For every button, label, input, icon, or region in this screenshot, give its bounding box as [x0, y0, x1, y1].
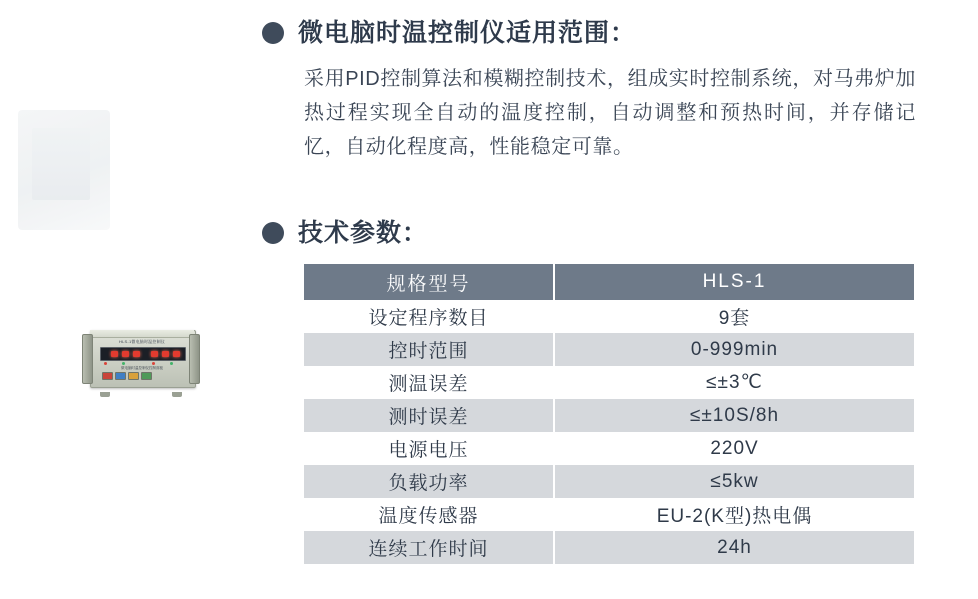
product-image-area	[0, 0, 270, 599]
spec-value: ≤5kw	[554, 465, 914, 498]
device-button	[128, 372, 139, 380]
bullet-dot-icon	[262, 222, 284, 244]
display-digit	[133, 351, 140, 357]
scope-body-text: 采用PID控制算法和模糊控制技术，组成实时控制系统，对马弗炉加热过程实现全自动的温度控制，自动调整和预热时间，并存储记忆，自动化程度高，性能稳定可靠。	[304, 68, 916, 158]
device-left-handle	[82, 334, 93, 384]
device-foot	[100, 392, 110, 397]
specs-heading-row	[262, 218, 962, 248]
indicator-lamp	[152, 362, 155, 365]
display-digit	[122, 351, 129, 357]
spec-name: 负载功率	[304, 465, 554, 498]
spec-value: ≤±10S/8h	[554, 399, 914, 432]
table-row	[304, 432, 914, 465]
spec-name: 温度传感器	[304, 498, 554, 531]
section-scope	[262, 18, 962, 164]
spec-value: ≤±3℃	[554, 366, 914, 399]
section-specs	[262, 218, 962, 564]
spec-value: 9套	[554, 300, 914, 333]
table-row	[304, 366, 914, 399]
spec-value: 24h	[554, 531, 914, 564]
spec-name: 测时误差	[304, 399, 554, 432]
spec-name: 控时范围	[304, 333, 554, 366]
spec-value: 220V	[554, 432, 914, 465]
device-button	[115, 372, 126, 380]
table-row	[304, 498, 914, 531]
device-button	[141, 372, 152, 380]
device-top-strip	[90, 330, 194, 338]
indicator-lamp	[122, 362, 125, 365]
table-header-cell-value: HLS-1	[554, 264, 914, 300]
bullet-dot-icon	[262, 22, 284, 44]
indicator-lamp	[170, 362, 173, 365]
spec-name: 连续工作时间	[304, 531, 554, 564]
display-digit	[151, 351, 158, 357]
device-foot	[172, 392, 182, 397]
spec-name: 电源电压	[304, 432, 554, 465]
display-digit	[111, 351, 118, 357]
controller-device-illustration	[82, 330, 200, 392]
background-shape	[18, 110, 110, 230]
table-row	[304, 399, 914, 432]
table-row	[304, 300, 914, 333]
scope-heading: 微电脑时温控制仪适用范围：	[298, 19, 637, 47]
content-column	[262, 0, 978, 599]
device-button-row	[102, 372, 182, 379]
spec-value: 0-999min	[554, 333, 914, 366]
scope-heading-row	[262, 18, 962, 48]
device-right-handle	[189, 334, 200, 384]
device-button	[102, 372, 113, 380]
spec-value: EU-2(K型)热电偶	[554, 498, 914, 531]
table-header-row	[304, 264, 914, 300]
table-header-cell-name: 规格型号	[304, 264, 554, 300]
device-brand-label: HLS-1微电脑时温控制仪	[119, 339, 165, 344]
indicator-lamp	[104, 362, 107, 365]
table-row	[304, 333, 914, 366]
spec-name: 测温误差	[304, 366, 554, 399]
spec-name: 设定程序数目	[304, 300, 554, 333]
device-display	[100, 347, 186, 361]
display-digit	[173, 351, 180, 357]
table-row	[304, 465, 914, 498]
device-panel-text: 微电脑时温控制仪控制面板	[121, 366, 163, 370]
spec-table	[304, 264, 914, 564]
specs-heading: 技术参数：	[298, 219, 429, 247]
table-row	[304, 531, 914, 564]
display-digit	[162, 351, 169, 357]
